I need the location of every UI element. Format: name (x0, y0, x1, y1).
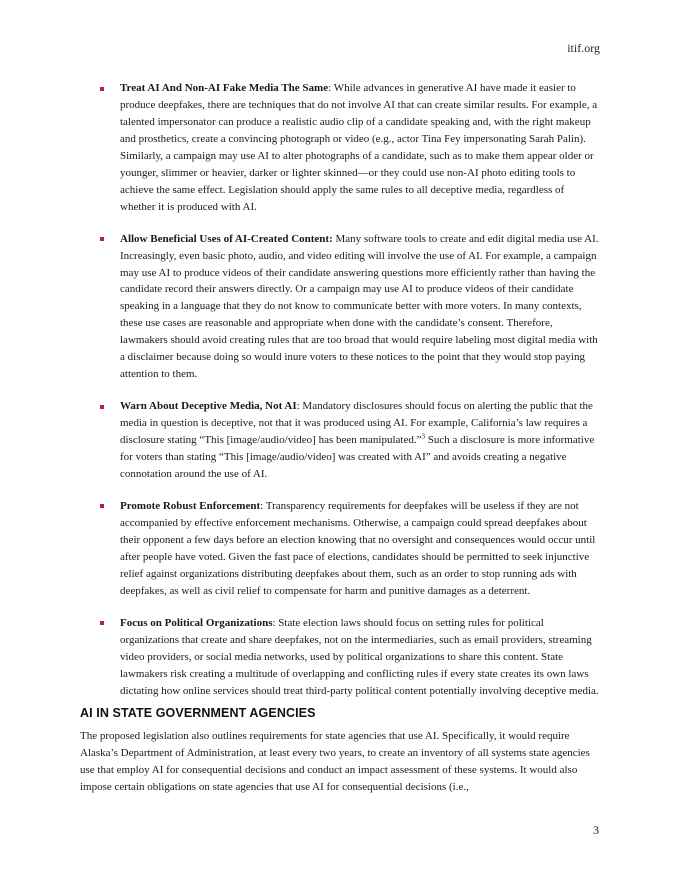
bullet-text: : State election laws should focus on setting rules for political organizations that create and share deepfakes, not on the intermediaries, such as email providers, streaming video providers, or social media networks, used by political organizations to share this content. State lawmakers risk creating a multitude of overlapping and conflicting rules if every state creates its own laws dictating how online services should treat third-party political content potentially involving deceptive media. (120, 616, 599, 697)
site-url: itif.org (567, 41, 600, 55)
bullet-marker-icon (100, 87, 104, 91)
list-item (96, 498, 600, 600)
page-number: 3 (593, 823, 599, 837)
list-item (96, 398, 600, 483)
bullet-text: : Mandatory disclosures should focus on alerting the public that the media in question is deceptive, not that it was produced using AI. For example, California’s law requires a disclosure stating “This [image/audio/video] has been manipulated.” (120, 400, 593, 447)
footnote-link[interactable]: 3 (421, 432, 425, 441)
bullet-text: : Transparency requirements for deepfakes will be useless if they are not accompanied by effective enforcement mechanisms. Otherwise, a campaign could spread deepfakes about their opponent a few days before an election knowing that no oversight and consequences would occur until after people have voted. Given the fast pace of elections, candidates should be permitted to seek injunctive relief against organizations distributing deepfakes about them, such as an order to stop running ads with deepfakes, as well as civil relief to compensate for harm and punitive damages as a deterrent. (120, 499, 596, 597)
bullet-marker-icon (100, 237, 104, 241)
bullet-lead: Allow Beneficial Uses of AI-Created Content: (120, 232, 333, 245)
bullet-lead: Warn About Deceptive Media, Not AI (120, 400, 297, 413)
list-item (96, 231, 600, 384)
bullet-lead: Treat AI And Non-AI Fake Media The Same (120, 82, 329, 94)
bullet-lead: Promote Robust Enforcement (120, 499, 261, 512)
bullet-lead: Focus on Political Organizations (120, 616, 273, 629)
list-item (96, 615, 600, 700)
bullet-marker-icon (100, 405, 104, 409)
recommendations-list (96, 80, 600, 714)
body-paragraph: The proposed legislation also outlines requirements for state agencies that use AI. Specifically, it would require Alaska’s Department of Administration, at least every two years, to create an inventory of all systems state agencies use that employ AI for consequential decisions and conduct an impact assessment of these systems. It would also impose certain obligations on state agencies that use AI for consequential decisions (i.e., (80, 730, 590, 793)
bullet-text: Many software tools to create and edit digital media use AI. Increasingly, even basic photo, audio, and video editing will involve the use of AI. For example, a campaign may use AI to produce videos of their candidate answering questions more efficiently rather than having the candidate record their answers directly. Or a campaign may use AI to produce videos of their candidate speaking in a language that they do not know to communicate better with more voters. In many contexts, these use cases are reasonable and appropriate when done with the candidate’s consent. Therefore, lawmakers should avoid creating rules that are too broad that would require labeling most digital media with a disclaimer because doing so would inure voters to these notices to the point that they would stop paying attention to them. (120, 232, 599, 381)
list-item (96, 80, 600, 216)
bullet-marker-icon (100, 504, 104, 508)
section-heading: AI IN STATE GOVERNMENT AGENCIES (80, 706, 316, 720)
bullet-marker-icon (100, 621, 104, 625)
bullet-text: : While advances in generative AI have made it easier to produce deepfakes, there are techniques that do not involve AI that can create similar results. For example, a talented impersonator can produce a realistic audio clip of a candidate speaking and, with the right makeup and prosthetics, create a convincing photograph or video (e.g., actor Tina Fey impersonating Sarah Palin). Similarly, a campaign may use AI to alter photographs of a candidate, such as to make them appear older or younger, slimmer or heavier, darker or lighter skinned—or they could use non-AI photo editing tools to achieve the same effect. Legislation should apply the same rules to all deceptive media, regardless of whether it is produced with AI. (120, 82, 598, 213)
bullet-text-continued: Such a disclosure is more informative for voters than stating “This [image/audio/video] was created with AI” and avoids creating a negative connotation around the use of AI. (120, 434, 595, 481)
